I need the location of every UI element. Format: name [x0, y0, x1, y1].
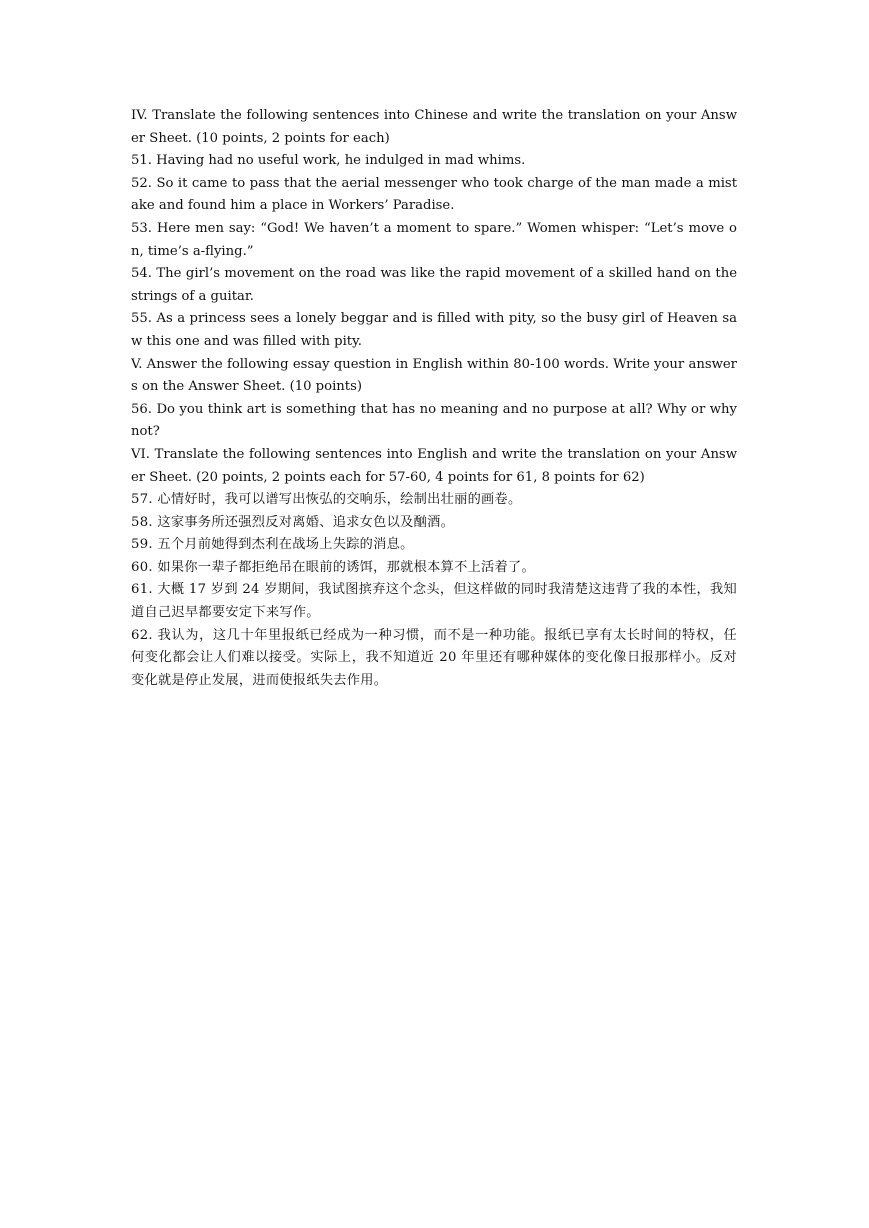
item-55: 55. As a princess sees a lonely beggar and is filled with pity, so the busy girl of Heaven saw this one and was filled with pity.	[131, 311, 737, 349]
document-page	[131, 105, 737, 692]
section-heading-iv: IV. Translate the following sentences into Chinese and write the translation on your Answer Sheet. (10 points, 2 points for each)	[131, 108, 737, 146]
section-heading-vi: VI. Translate the following sentences into English and write the translation on your Answer Sheet. (20 points, 2 points each for 57-60, 4 points for 61, 8 points for 62)	[131, 446, 737, 485]
item-61: 61. 大概 17 岁到 24 岁期间，我试图摈弃这个念头，但这样做的同时我清楚这违背了我的本性，我知道自己迟早都要安定下来写作。	[131, 582, 737, 621]
item-60: 60. 如果你一辈子都拒绝吊在眼前的诱饵，那就根本算不上活着了。	[131, 559, 536, 575]
item-54: 54. The girl’s movement on the road was like the rapid movement of a skilled hand on the strings of a guitar.	[131, 266, 737, 304]
item-59: 59. 五个月前她得到杰利在战场上失踪的消息。	[131, 537, 414, 553]
item-62: 62. 我认为，这几十年里报纸已经成为一种习惯，而不是一种功能。报纸已享有太长时间的特权，任何变化都会让人们难以接受。实际上，我不知道近 20 年里还有哪种媒体的变化像日报那样小。反对变化就是停止发展，进而使报纸失去作用。	[131, 627, 737, 688]
item-53: 53. Here men say: “God! We haven’t a moment to spare.” Women whisper: “Let’s move on, time’s a-flying.”	[131, 220, 737, 259]
item-58: 58. 这家事务所还强烈反对离婚、追求女色以及酗酒。	[131, 514, 455, 530]
item-57: 57. 心情好时，我可以谱写出恢弘的交响乐，绘制出壮丽的画卷。	[131, 492, 522, 508]
section-heading-v: V. Answer the following essay question in English within 80-100 words. Write your answers on the Answer Sheet. (10 points)	[131, 356, 737, 395]
item-51: 51. Having had no useful work, he indulged in mad whims.	[131, 153, 526, 169]
item-52: 52. So it came to pass that the aerial messenger who took charge of the man made a mistake and found him a place in Workers’ Paradise.	[131, 175, 737, 214]
item-56: 56. Do you think art is something that has no meaning and no purpose at all? Why or why not?	[131, 401, 737, 440]
